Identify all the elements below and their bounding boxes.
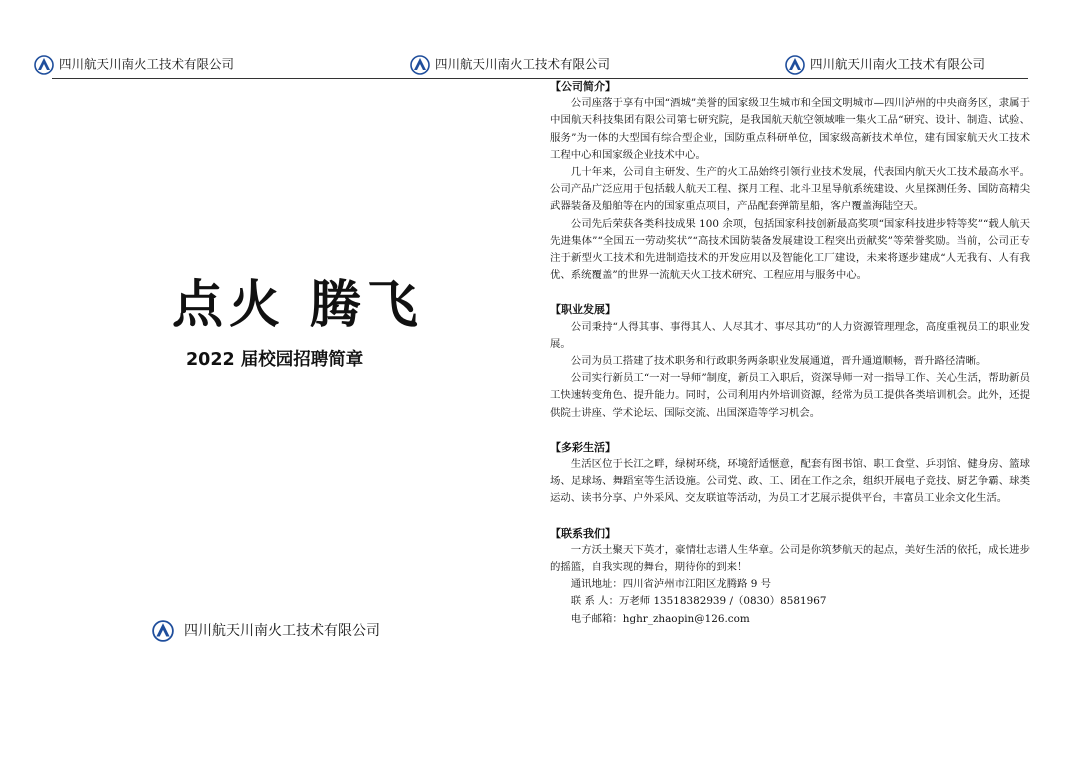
company-logo-icon [152,620,174,642]
contact-email: 电子邮箱：hghr_zhaopin@126.com [570,612,750,625]
intro-paragraph: 公司座落于享有中国“酒城”美誉的国家级卫生城市和全国文明城市—四川泸州的中央商务区，隶属于中国航天科技集团有限公司第七研究院，是我国航天航空领域唯一集火工品“研究、设计、制造、试验、服务”为一体的大型国有综合型企业，国防重点科研单位，国家级高新技术单位，建有国家航天火工技术工程中心和国家级企业技术中心。 [550,97,1030,161]
cover-footer-company-text: 四川航天川南火工技术有限公司 [184,623,380,639]
company-logo-icon [410,55,430,75]
header-company-right-text: 四川航天川南火工技术有限公司 [810,56,986,72]
company-logo-icon [785,55,805,75]
cover-footer-company [152,620,380,642]
header-company-left [34,54,234,74]
header-company-center-text: 四川航天川南火工技术有限公司 [435,56,611,72]
intro-paragraph: 几十年来，公司自主研发、生产的火工品始终引领行业技术发展，代表国内航天火工技术最高水平。公司产品广泛应用于包括载人航天工程、探月工程、北斗卫星导航系统建设、火星探测任务、国防高精尖武器装备及船舶等在内的国家重点项目，产品配套弹箭星船，客户覆盖海陆空天。 [550,166,1030,213]
header-company-center [410,54,610,74]
life-paragraph: 生活区位于长江之畔，绿树环绕，环境舒适惬意，配套有图书馆、职工食堂、乒羽馆、健身房、篮球场、足球场、舞蹈室等生活设施。公司党、政、工、团在工作之余，组织开展电子竞技、厨艺争霸、球类运动、读书分享、户外采风、交友联谊等活动，为员工才艺展示提供平台，丰富员工业余文化生活。 [550,458,1030,505]
header-company-right [785,54,985,74]
contact-person: 联 系 人：万老师 13518382939 /（0830）8581967 [570,595,827,608]
career-paragraph: 公司实行新员工“一对一导师”制度，新员工入职后，资深导师一对一指导工作、关心生活，帮助新员工快速转变角色、提升能力。同时，公司利用内外培训资源，经常为员工提供各类培训机会。此外，还提供院士讲座、学术论坛、国际交流、出国深造等学习机会。 [550,372,1030,419]
intro-paragraph: 公司先后荣获各类科技成果 100 余项，包括国家科技创新最高奖项“国家科技进步特等奖”“载人航天先进集体”“全国五一劳动奖状”“高技术国防装备发展建设工程突出贡献奖”等荣誉奖励。当前，公司正专注于新型火工技术和先进制造技术的开发应用以及智能化工厂建设，未来将逐步建成“人无我有、人有我优、系统覆盖”的世界一流航天火工技术研究、工程应用与服务中心。 [550,217,1030,282]
contact-paragraph: 一方沃土聚天下英才，豪情壮志谱人生华章。公司是你筑梦航天的起点，美好生活的依托，成长进步的摇篮，自我实现的舞台，期待你的到来！ [550,543,1030,574]
section-title-life: 【多彩生活】 [550,440,616,454]
header-company-left-text: 四川航天川南火工技术有限公司 [59,56,235,72]
contact-address: 通讯地址：四川省泸州市江阳区龙腾路 9 号 [570,578,772,591]
cover-slogan: 点火 腾飞 [172,275,424,335]
career-paragraph: 公司为员工搭建了技术职务和行政职务两条职业发展通道，晋升通道顺畅，晋升路径清晰。 [570,355,987,368]
career-paragraph: 公司秉持“人得其事、事得其人、人尽其才、事尽其功”的人力资源管理理念，高度重视员工的职业发展。 [550,320,1030,350]
section-title-intro: 【公司简介】 [550,80,616,93]
content-panel [550,78,1030,628]
section-title-career: 【职业发展】 [550,303,616,317]
company-logo-icon [34,55,54,75]
cover-subtitle: 2022 届校园招聘简章 [186,350,364,370]
section-title-contact: 【联系我们】 [550,526,616,540]
